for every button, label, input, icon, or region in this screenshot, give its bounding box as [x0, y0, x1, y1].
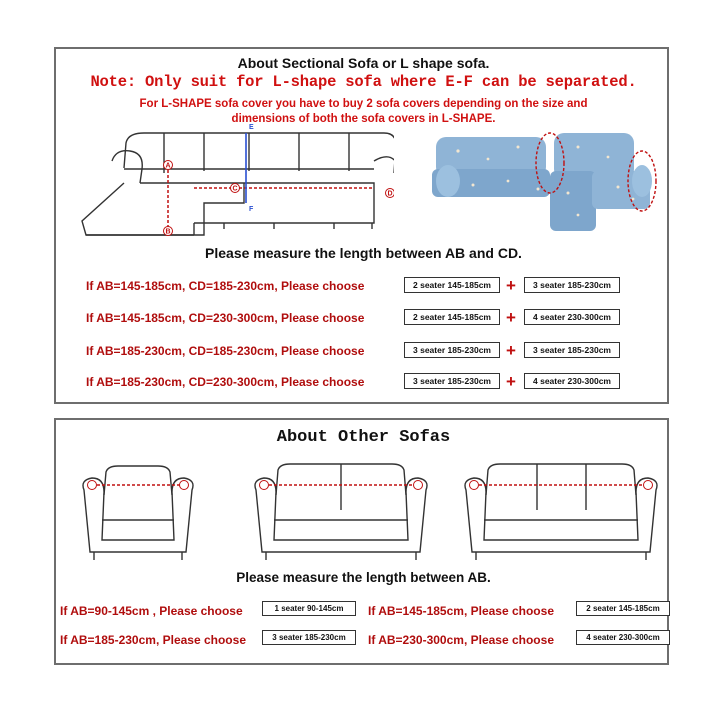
three-seater-point-b — [644, 481, 653, 490]
blue-l-sofa-photo — [428, 123, 658, 231]
l-sofa-measure-lines — [165, 162, 374, 236]
separation-note: Note: Only suit for L-shape sofa where E-F can be separated. — [90, 73, 637, 91]
row-4-plus: + — [506, 372, 516, 391]
row-3-plus: + — [506, 341, 516, 360]
option-2-choice: 2 seater 145-185cm — [576, 601, 670, 616]
row-2-condition: If AB=145-185cm, CD=230-300cm, Please choose — [86, 311, 365, 325]
label-d: D — [387, 190, 393, 198]
row-2-plus: + — [506, 308, 516, 327]
option-1-choice: 1 seater 90-145cm — [262, 601, 356, 616]
two-seater-point-a — [260, 481, 269, 490]
label-a: A — [165, 162, 171, 170]
option-4-condition: If AB=230-300cm, Please choose — [368, 633, 554, 647]
sectional-title: About Sectional Sofa or L shape sofa. — [237, 55, 490, 71]
row-4-first-choice: 3 seater 185-230cm — [404, 373, 500, 389]
row-1-second-choice: 3 seater 185-230cm — [524, 277, 620, 293]
two-seater-outline — [255, 464, 427, 560]
label-e: E — [249, 124, 254, 131]
one-seater-point-a — [88, 481, 97, 490]
row-3-second-choice: 3 seater 185-230cm — [524, 342, 620, 358]
row-1-plus: + — [506, 276, 516, 295]
option-1-condition: If AB=90-145cm , Please choose — [60, 604, 243, 618]
row-4-condition: If AB=185-230cm, CD=230-300cm, Please choose — [86, 375, 365, 389]
lshape-line-1: For L-SHAPE sofa cover you have to buy 2 sofa covers depending on the size and — [139, 98, 588, 110]
two-seater-point-b — [414, 481, 423, 490]
three-seater-point-a — [470, 481, 479, 490]
measure-ab: Please measure the length between AB. — [236, 570, 491, 585]
one-seater-point-b — [180, 481, 189, 490]
option-3-choice: 3 seater 185-230cm — [262, 630, 356, 645]
measure-ab-cd: Please measure the length between AB and CD. — [205, 245, 522, 261]
sectional-sofa-panel — [54, 47, 669, 404]
option-3-condition: If AB=185-230cm, Please choose — [60, 633, 246, 647]
row-3-first-choice: 3 seater 185-230cm — [404, 342, 500, 358]
row-1-first-choice: 2 seater 145-185cm — [404, 277, 500, 293]
option-4-choice: 4 seater 230-300cm — [576, 630, 670, 645]
one-seater-outline — [83, 466, 193, 560]
row-4-second-choice: 4 seater 230-300cm — [524, 373, 620, 389]
label-c: C — [232, 185, 238, 193]
three-seater-outline — [465, 464, 657, 560]
lshape-line-2: dimensions of both the sofa covers in L-SHAPE. — [231, 113, 496, 125]
other-sofas-title: About Other Sofas — [276, 428, 451, 447]
option-2-condition: If AB=145-185cm, Please choose — [368, 604, 554, 618]
row-3-condition: If AB=185-230cm, CD=185-230cm, Please choose — [86, 344, 365, 358]
label-b: B — [165, 228, 171, 236]
other-sofas-diagram — [66, 460, 661, 570]
row-2-first-choice: 2 seater 145-185cm — [404, 309, 500, 325]
blue-sofa-shapes — [432, 133, 652, 231]
other-sofas-panel — [54, 418, 669, 665]
label-f: F — [249, 206, 254, 213]
row-2-second-choice: 4 seater 230-300cm — [524, 309, 620, 325]
l-sofa-diagram — [64, 113, 394, 243]
row-1-condition: If AB=145-185cm, CD=185-230cm, Please choose — [86, 279, 365, 293]
